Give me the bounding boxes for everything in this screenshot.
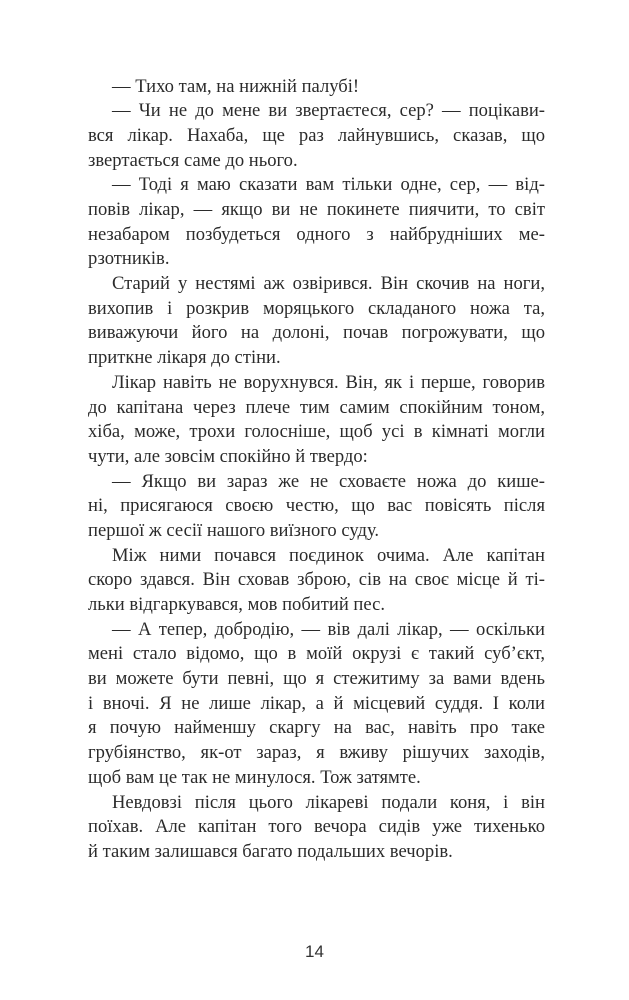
text-line: виважуючи його на долоні, почав погрожувати, що	[88, 322, 545, 344]
paragraph	[88, 791, 545, 865]
text-line: повів лікар, — якщо ви не покинете пиячити, то світ	[88, 199, 545, 221]
text-line: грубіянство, як-от зараз, я вживу рішучих заходів,	[88, 742, 545, 764]
paragraph	[88, 371, 545, 470]
text-line: звертається саме до нього.	[88, 149, 298, 171]
text-line: я почую найменшу скаргу на вас, навіть про таке	[88, 717, 545, 739]
text-line: приткне лікаря до стіни.	[88, 347, 281, 369]
text-line: льки відгаркувався, мов побитий пес.	[88, 594, 385, 616]
text-line: щоб вам це так не минулося. Тож затямте.	[88, 766, 421, 788]
text-line: ви можете бути певні, що я стежитиму за вами вдень	[88, 668, 545, 690]
text-line: ні, присягаюся своєю честю, що вас повісять після	[88, 495, 545, 517]
paragraph	[88, 173, 545, 272]
text-line: до капітана через плече тим самим спокійним тоном,	[88, 396, 545, 418]
text-line: Невдовзі після цього лікареві подали коня, і він	[112, 791, 545, 813]
text-line: Старий у нестямі аж озвірився. Він скочив на ноги,	[112, 273, 545, 295]
text-line: незабаром позбудеться одного з найбрудніших ме-	[88, 223, 545, 245]
text-line: — Чи не до мене ви звертаєтеся, сер? — поцікави-	[112, 100, 545, 122]
paragraph	[88, 618, 545, 791]
paragraph	[88, 75, 545, 100]
page-body-text	[88, 75, 545, 865]
text-line: вихопив і розкрив моряцького складаного ножа та,	[88, 297, 545, 319]
text-line: чути, але зовсім спокійно й твердо:	[88, 445, 368, 467]
text-line: — Тоді я маю сказати вам тільки одне, сер, — від-	[112, 174, 545, 196]
text-line: рзотників.	[88, 248, 170, 270]
text-line: хіба, може, трохи голосніше, щоб усі в кімнаті могли	[88, 421, 545, 443]
paragraph	[88, 470, 545, 544]
paragraph	[88, 99, 545, 173]
text-line: і вночі. Я не лише лікар, а й місцевий суддя. І коли	[88, 692, 545, 714]
text-line: мені стало відомо, що в моїй окрузі є такий суб’єкт,	[88, 643, 545, 665]
text-line: вся лікар. Нахаба, ще раз лайнувшись, сказав, що	[88, 124, 545, 146]
text-line: скоро здався. Він сховав зброю, сів на своє місце й ті-	[88, 569, 545, 591]
page-number: 14	[305, 942, 324, 961]
text-line: — Тихо там, на нижній палубі!	[112, 75, 360, 97]
text-line: поїхав. Але капітан того вечора сидів уже тихенько	[88, 816, 545, 838]
text-line: й таким залишався багато подальших вечорів.	[88, 840, 453, 862]
text-line: Між ними почався поєдинок очима. Але капітан	[112, 544, 545, 566]
paragraph	[88, 544, 545, 618]
text-line: першої ж сесії нашого виїзного суду.	[88, 519, 380, 541]
text-line: Лікар навіть не ворухнувся. Він, як і перше, говорив	[112, 371, 545, 393]
text-line: — Якщо ви зараз же не сховаєте ножа до кише-	[112, 470, 545, 492]
paragraph	[88, 272, 545, 371]
text-line: — А тепер, добродію, — вів далі лікар, — оскільки	[112, 618, 545, 640]
